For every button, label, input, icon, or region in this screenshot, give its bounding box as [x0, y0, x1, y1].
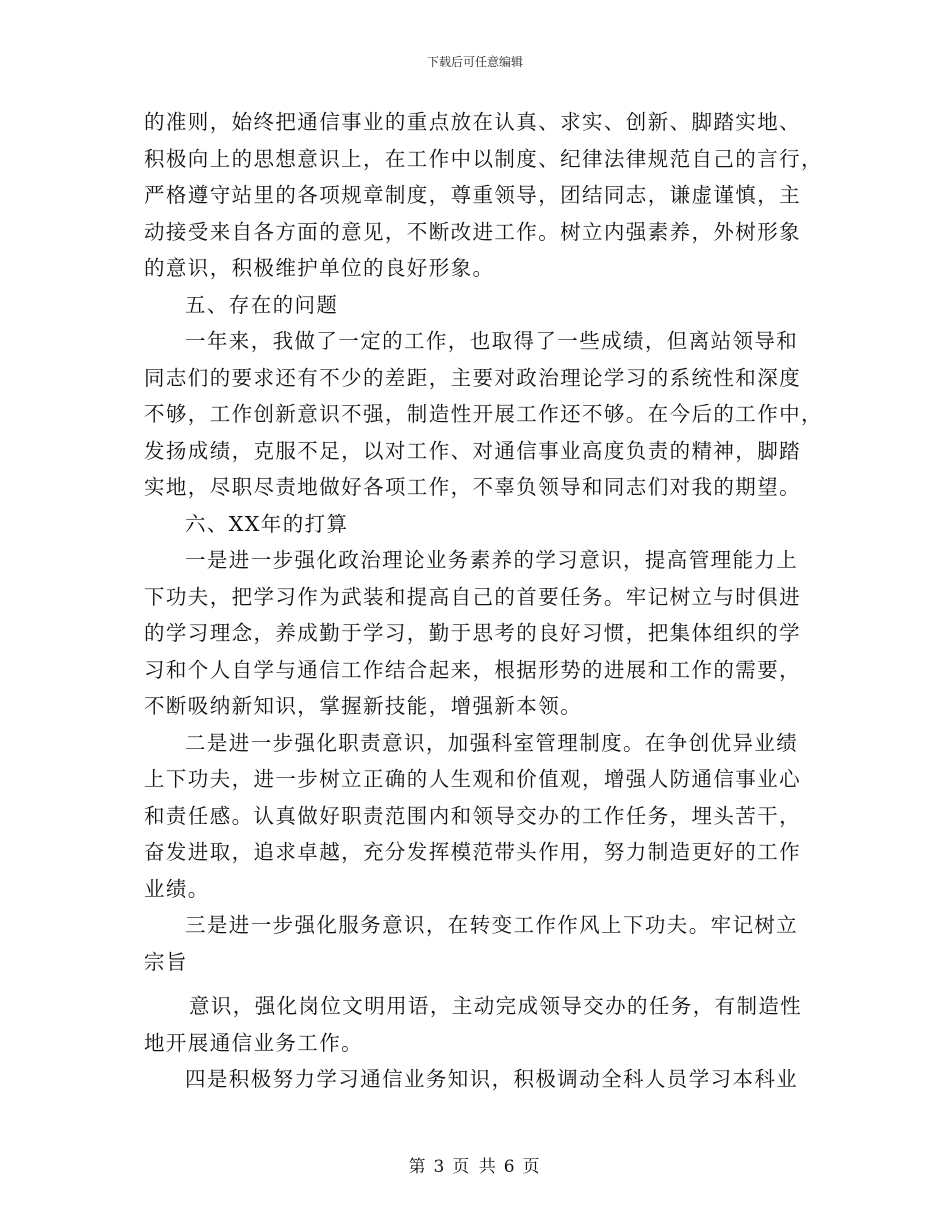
section-heading: 五、存在的问题 — [185, 292, 339, 317]
text-line: 严格遵守站里的各项规章制度，尊重领导，团结同志，谦虚谨慎，主 — [144, 183, 801, 207]
page-of-label: 页 共 — [452, 1157, 498, 1177]
pages-label: 页 — [522, 1157, 542, 1177]
text-line: 习和个人自学与通信工作结合起来，根据形势的进展和工作的需要， — [144, 657, 801, 682]
text-line: 积极向上的思想意识上，在工作中以制度、纪律法律规范自己的言行， — [144, 146, 823, 171]
text-line: 的学习理念，养成勤于学习，勤于思考的良好习惯，把集体组织的学 — [144, 621, 801, 645]
text-line: 不断吸纳新知识，掌握新技能，增强新本领。 — [144, 694, 582, 718]
text-line: 实地，尽职尽责地做好各项工作，不辜负领导和同志们对我的期望。 — [144, 475, 801, 499]
page-header: 下载后可任意编辑 — [426, 55, 523, 69]
text-line: 和责任感。认真做好职责范围内和领导交办的工作任务，埋头苦干， — [144, 803, 801, 828]
page-footer — [0, 1152, 950, 1177]
document-body — [144, 104, 823, 1098]
text-line: 一是进一步强化政治理论业务素养的学习意识，提高管理能力上 — [185, 548, 799, 572]
text-line: 二是进一步强化职责意识，加强科室管理制度。在争创优异业绩 — [185, 730, 799, 755]
text-line: 上下功夫，进一步树立正确的人生观和价值观，增强人防通信事业心 — [144, 767, 801, 791]
text-line: 三是进一步强化服务意识，在转变工作作风上下功夫。牢记树立 — [185, 913, 799, 937]
total-pages-number: 6 — [503, 1157, 517, 1177]
current-page-number: 3 — [433, 1157, 447, 1177]
text-line: 意识，强化岗位文明用语，主动完成领导交办的任务，有制造性 — [189, 994, 803, 1018]
text-line: 宗旨 — [144, 949, 188, 974]
text-line: 的意识，积极维护单位的良好形象。 — [144, 256, 495, 280]
text-line: 同志们的要求还有不少的差距，主要对政治理论学习的系统性和深度 — [144, 365, 801, 390]
text-line: 发扬成绩，克服不足，以对工作、对通信事业高度负责的精神，脚踏 — [144, 438, 801, 463]
section-heading: 六、XX年的打算 — [185, 511, 349, 536]
text-line: 奋发进取，追求卓越，充分发挥模范带头作用，努力制造更好的工作 — [144, 840, 801, 864]
text-line: 动接受来自各方面的意见，不断改进工作。树立内强素养，外树形象 — [144, 219, 801, 244]
text-line: 下功夫，把学习作为武装和提高自己的首要任务。牢记树立与时俱进 — [144, 584, 801, 609]
text-line: 地开展通信业务工作。 — [144, 1030, 363, 1055]
page-label: 第 — [408, 1157, 428, 1177]
text-line: 的准则，始终把通信事业的重点放在认真、求实、创新、脚踏实地、 — [144, 110, 801, 134]
text-line: 一年来，我做了一定的工作，也取得了一些成绩，但离站领导和 — [185, 329, 799, 353]
text-line: 业绩。 — [144, 876, 210, 901]
text-line: 不够，工作创新意识不强，制造性开展工作还不够。在今后的工作中， — [144, 402, 823, 426]
text-line: 四是积极努力学习通信业务知识，积极调动全科人员学习本科业 — [185, 1067, 799, 1091]
